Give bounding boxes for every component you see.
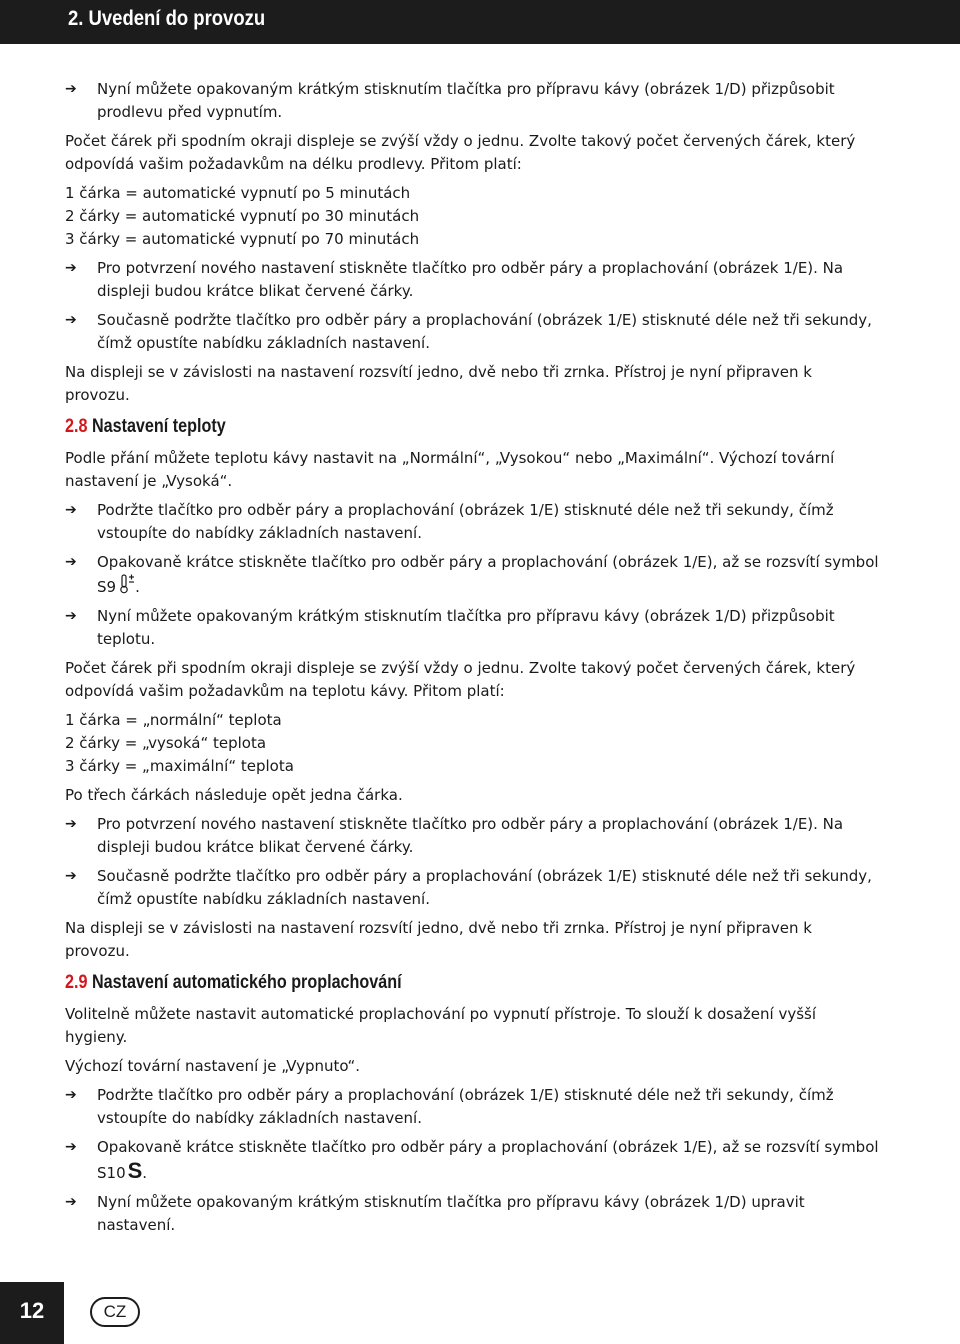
paragraph xyxy=(65,447,880,493)
arrow-icon: ➔ xyxy=(65,502,77,518)
text: Pro potvrzení nového nastavení stiskněte tlačítko pro odběr páry a proplachování (obrázek 1/E). Na displeji budou krátce blikat červené čárky. xyxy=(97,259,844,300)
page-title: 2. Uvedení do provozu xyxy=(68,7,266,30)
list-line xyxy=(65,205,880,228)
text: Na displeji se v závislosti na nastavení rozsvítí jedno, dvě nebo tři zrnka. Přístroj je nyní připraven k provozu. xyxy=(65,363,812,404)
arrow-icon: ➔ xyxy=(65,260,77,276)
text: 2 čárky = „vysoká“ teplota xyxy=(65,734,267,752)
text: Současně podržte tlačítko pro odběr páry a proplachování (obrázek 1/E) stisknuté déle než tři sekundy, čímž opustíte nabídku základních nastavení. xyxy=(97,311,872,352)
bullet-item xyxy=(65,1191,880,1237)
section-number: 2.9 xyxy=(65,972,88,993)
text: Podle přání můžete teplotu kávy nastavit na „Normální“, „Vysokou“ nebo „Maximální“. Výchozí tovární nastavení je „Vysoká“. xyxy=(65,449,835,490)
arrow-icon: ➔ xyxy=(65,1139,77,1155)
bullet-item xyxy=(65,1084,880,1130)
bullet-item xyxy=(65,257,880,303)
arrow-icon: ➔ xyxy=(65,608,77,624)
arrow-icon: ➔ xyxy=(65,81,77,97)
s-symbol-icon: S xyxy=(127,1158,143,1183)
text: Opakovaně krátce stiskněte tlačítko pro odběr páry a proplachování (obrázek 1/E), až se rozsvítí symbol S9 xyxy=(97,553,879,596)
text: Pro potvrzení nového nastavení stiskněte tlačítko pro odběr páry a proplachování (obrázek 1/E). Na displeji budou krátce blikat červené čárky. xyxy=(97,815,844,856)
list-line xyxy=(65,732,880,755)
text: Opakovaně krátce stiskněte tlačítko pro odběr páry a proplachování (obrázek 1/E), až se rozsvítí symbol S10 xyxy=(97,1138,879,1182)
paragraph xyxy=(65,917,880,963)
paragraph xyxy=(65,657,880,703)
bullet-item xyxy=(65,78,880,124)
section-title: Nastavení teploty xyxy=(91,416,226,437)
section-heading xyxy=(65,971,758,995)
text: 3 čárky = „maximální“ teplota xyxy=(65,757,294,775)
text: Volitelně můžete nastavit automatické proplachování po vypnutí přístroje. To slouží k dosažení vyšší hygieny. xyxy=(65,1005,816,1046)
document-body xyxy=(65,78,880,1243)
bullet-item xyxy=(65,551,880,599)
text: Po třech čárkách následuje opět jedna čárka. xyxy=(65,786,403,804)
text: Na displeji se v závislosti na nastavení rozsvítí jedno, dvě nebo tři zrnka. Přístroj je nyní připraven k provozu. xyxy=(65,919,812,960)
arrow-icon: ➔ xyxy=(65,554,77,570)
text: Podržte tlačítko pro odběr páry a proplachování (obrázek 1/E) stisknuté déle než tři sekundy, čímž vstoupíte do nabídky základních nastavení. xyxy=(97,501,834,542)
paragraph xyxy=(65,1055,880,1078)
bullet-item xyxy=(65,813,880,859)
bullet-item xyxy=(65,499,880,545)
text: Nyní můžete opakovaným krátkým stisknutím tlačítka pro přípravu kávy (obrázek 1/D) upravit nastavení. xyxy=(97,1193,805,1234)
arrow-icon: ➔ xyxy=(65,1194,77,1210)
text: 1 čárka = „normální“ teplota xyxy=(65,711,282,729)
text: Nyní můžete opakovaným krátkým stisknutím tlačítka pro přípravu kávy (obrázek 1/D) přizpůsobit prodlevu před vypnutím. xyxy=(97,80,835,121)
section-heading xyxy=(65,415,758,439)
text: Výchozí tovární nastavení je „Vypnuto“. xyxy=(65,1057,361,1075)
bullet-item xyxy=(65,865,880,911)
text-suffix: . xyxy=(142,1164,148,1182)
paragraph xyxy=(65,361,880,407)
arrow-icon: ➔ xyxy=(65,1087,77,1103)
page-number: 12 xyxy=(19,1298,45,1323)
bullet-item xyxy=(65,1136,880,1185)
bullet-item xyxy=(65,605,880,651)
header-bar xyxy=(0,0,960,44)
section-number: 2.8 xyxy=(65,416,88,437)
section-title: Nastavení automatického proplachování xyxy=(91,972,402,993)
language-badge: CZ xyxy=(90,1297,140,1327)
text: Počet čárek při spodním okraji displeje se zvýší vždy o jednu. Zvolte takový počet červených čárek, který odpovídá vašim požadavkům na teplotu kávy. Přitom platí: xyxy=(65,659,856,700)
arrow-icon: ➔ xyxy=(65,312,77,328)
text-suffix: . xyxy=(135,578,140,596)
text: 3 čárky = automatické vypnutí po 70 minutách xyxy=(65,230,420,248)
text: 2 čárky = automatické vypnutí po 30 minutách xyxy=(65,207,420,225)
text: 1 čárka = automatické vypnutí po 5 minutách xyxy=(65,184,411,202)
text: Počet čárek při spodním okraji displeje se zvýší vždy o jednu. Zvolte takový počet červených čárek, který odpovídá vašim požadavkům na délku prodlevy. Přitom platí: xyxy=(65,132,856,173)
text: Nyní můžete opakovaným krátkým stisknutím tlačítka pro přípravu kávy (obrázek 1/D) přizpůsobit teplotu. xyxy=(97,607,835,648)
paragraph xyxy=(65,228,880,251)
arrow-icon: ➔ xyxy=(65,868,77,884)
arrow-icon: ➔ xyxy=(65,816,77,832)
paragraph xyxy=(65,1003,880,1049)
bullet-item xyxy=(65,309,880,355)
list-line xyxy=(65,182,880,205)
paragraph xyxy=(65,784,880,807)
list-line xyxy=(65,709,880,732)
text: Současně podržte tlačítko pro odběr páry a proplachování (obrázek 1/E) stisknuté déle než tři sekundy, čímž opustíte nabídku základních nastavení. xyxy=(97,867,872,908)
paragraph xyxy=(65,130,880,176)
thermometer-icon xyxy=(119,574,135,594)
paragraph xyxy=(65,755,880,778)
text: Podržte tlačítko pro odběr páry a proplachování (obrázek 1/E) stisknuté déle než tři sekundy, čímž vstoupíte do nabídky základních nastavení. xyxy=(97,1086,834,1127)
